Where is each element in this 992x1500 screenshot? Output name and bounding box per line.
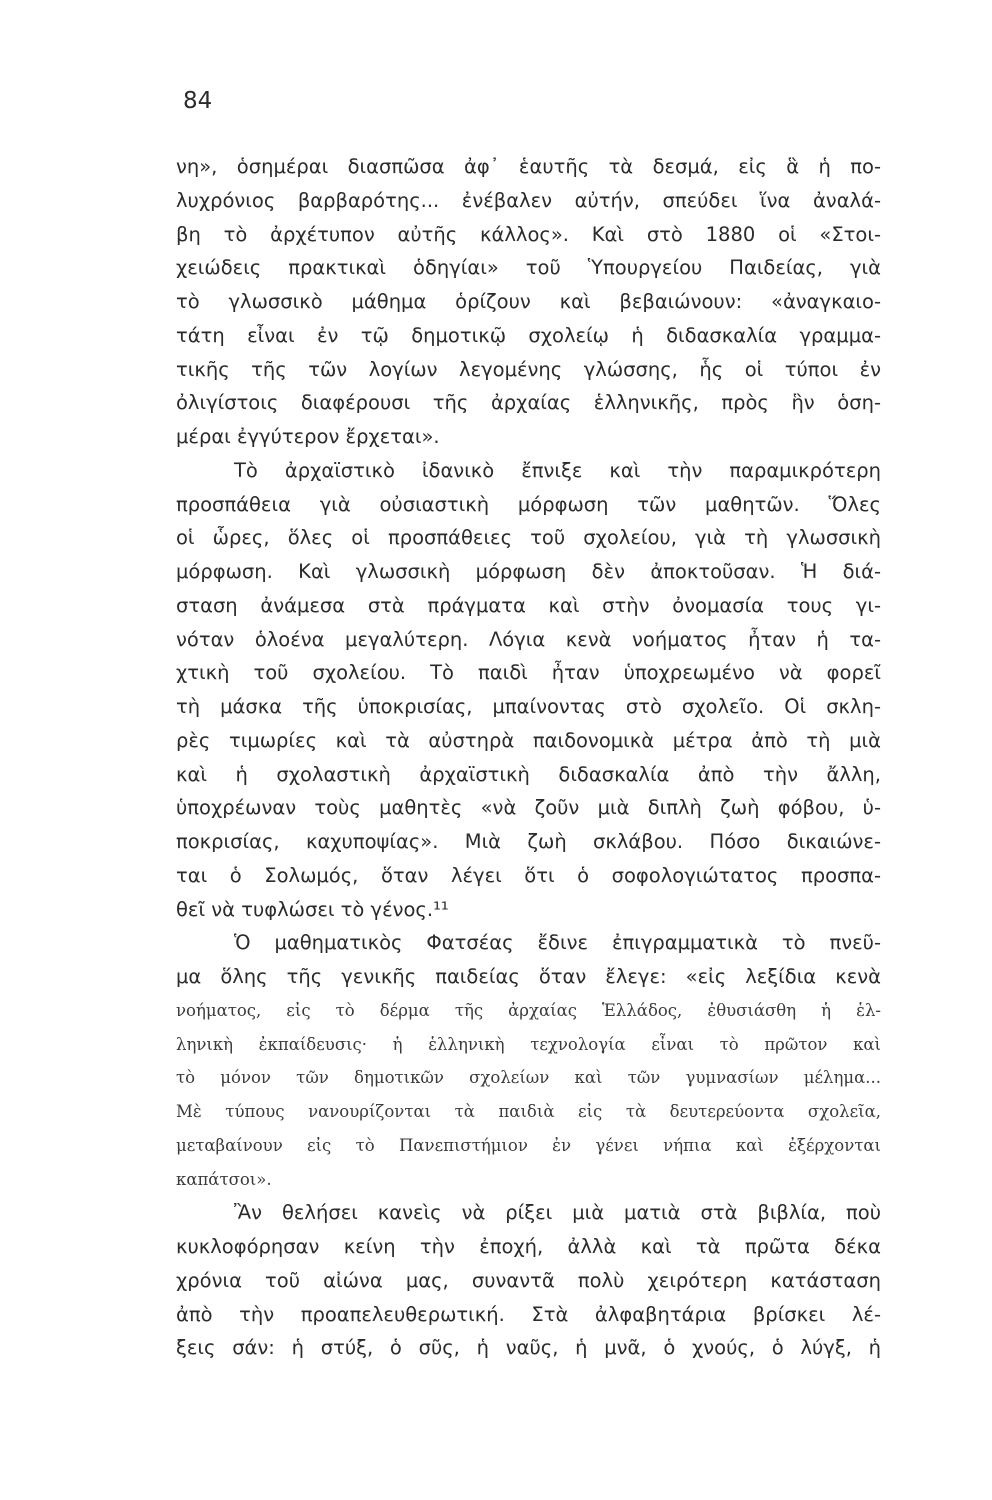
text-line: ὑποχρέωναν τοὺς μαθητὲς «νὰ ζοῦν μιὰ διπλὴ ζωὴ φόβου, ὑ-: [176, 796, 881, 820]
text-line: μα ὅλης τῆς γενικῆς παιδείας ὅταν ἔλεγε: «εἰς λεξίδια κενὰ: [176, 965, 881, 988]
quotation-line: νοήματος, εἰς τὸ δέρμα τῆς ἀρχαίας Ἑλλάδος, ἐθυσιάσθη ἡ ἑλ-: [176, 1000, 881, 1020]
text-line: νη», ὁσημέραι διασπῶσα ἀφ᾽ ἑαυτῆς τὰ δεσμά, εἰς ἃ ἡ πο-: [176, 155, 881, 178]
text-line: μόρφωση. Καὶ γλωσσικὴ μόρφωση δὲν ἀποκτοῦσαν. Ἡ διά-: [176, 560, 881, 583]
text-line: τὴ μάσκα τῆς ὑποκρισίας, μπαίνοντας στὸ σχολεῖο. Οἱ σκλη-: [176, 695, 881, 718]
text-line: χρόνια τοῦ αἰώνα μας, συναντᾶ πολὺ χειρότερη κατάσταση: [176, 1268, 881, 1292]
text-line: προσπάθεια γιὰ οὐσιαστικὴ μόρφωση τῶν μαθητῶν. Ὅλες: [176, 492, 881, 516]
text-line: χτικὴ τοῦ σχολείου. Τὸ παιδὶ ἦταν ὑποχρεωμένο νὰ φορεῖ: [176, 661, 881, 685]
text-line: ἀπὸ τὴν προαπελευθερωτική. Στὰ ἀλφαβητάρια βρίσκει λέ-: [176, 1302, 881, 1326]
text-line: ὀλιγίστοις διαφέρουσι τῆς ἀρχαίας ἑλληνικῆς, πρὸς ἣν ὁση-: [176, 391, 881, 415]
paragraph-start-line: Ἂν θελήσει κανεὶς νὰ ρίξει μιὰ ματιὰ στὰ βιβλία, ποὺ: [234, 1201, 881, 1225]
paragraph-start-line: Ὁ μαθηματικὸς Φατσέας ἔδινε ἐπιγραμματικὰ τὸ πνεῦ-: [234, 931, 881, 955]
text-line: βη τὸ ἀρχέτυπον αὐτῆς κάλλος». Καὶ στὸ 1880 οἱ «Στοι-: [176, 222, 881, 246]
text-line: κυκλοφόρησαν κείνη τὴν ἐποχή, ἀλλὰ καὶ τὰ πρῶτα δέκα: [176, 1235, 881, 1258]
paragraph-end-line: μέραι ἐγγύτερον ἔρχεται».: [176, 425, 440, 448]
text-line: χειώδεις πρακτικαὶ ὁδηγίαι» τοῦ Ὑπουργείου Παιδείας, γιὰ: [176, 256, 881, 280]
text-line: καὶ ἡ σχολαστικὴ ἀρχαϊστικὴ διδασκαλία ἀπὸ τὴν ἄλλη,: [176, 762, 881, 786]
text-line: ται ὁ Σολωμός, ὅταν λέγει ὅτι ὁ σοφολογιώτατος προσπα-: [176, 863, 881, 887]
quotation-end-line: καπάτσοι».: [176, 1169, 272, 1189]
text-line: τὸ γλωσσικὸ μάθημα ὁρίζουν καὶ βεβαιώνουν: «ἀναγκαιο-: [176, 290, 881, 313]
text-line: ποκρισίας, καχυποψίας». Μιὰ ζωὴ σκλάβου. Πόσο δικαιώνε-: [176, 830, 881, 853]
quotation-line: μεταβαίνουν εἰς τὸ Πανεπιστήμιον ἐν γένει νήπια καὶ ἐξέρχονται: [176, 1135, 881, 1155]
text-line: σταση ἀνάμεσα στὰ πράγματα καὶ στὴν ὀνομασία τους γι-: [176, 593, 881, 617]
page-number: 84: [183, 88, 213, 114]
text-line: ρὲς τιμωρίες καὶ τὰ αὐστηρὰ παιδονομικὰ μέτρα ἀπὸ τὴ μιὰ: [176, 728, 881, 752]
quotation-line: τὸ μόνον τῶν δημοτικῶν σχολείων καὶ τῶν γυμνασίων μέλημα...: [176, 1068, 881, 1088]
text-line: νόταν ὁλοένα μεγαλύτερη. Λόγια κενὰ νοήματος ἦταν ἡ τα-: [176, 627, 881, 651]
text-line: λυχρόνιος βαρβαρότης... ἐνέβαλεν αὐτήν, σπεύδει ἵνα ἀναλά-: [176, 188, 881, 212]
text-line: τάτη εἶναι ἐν τῷ δημοτικῷ σχολείῳ ἡ διδασκαλία γραμμα-: [176, 323, 881, 347]
quotation-line: Μὲ τύπους νανουρίζονται τὰ παιδιὰ εἰς τὰ δευτερεύοντα σχολεῖα,: [176, 1102, 881, 1121]
paragraph-end-line: θεῖ νὰ τυφλώσει τὸ γένος.¹¹: [176, 897, 449, 921]
text-line: οἱ ὧρες, ὅλες οἱ προσπάθειες τοῦ σχολείου, γιὰ τὴ γλωσσικὴ: [176, 526, 881, 550]
body-text: [176, 150, 881, 1365]
quotation-line: ληνικὴ ἐκπαίδευσις· ἡ ἑλληνικὴ τεχνολογία εἶναι τὸ πρῶτον καὶ: [176, 1034, 881, 1054]
text-line: τικῆς τῆς τῶν λογίων λεγομένης γλώσσης, ἧς οἱ τύποι ἐν: [176, 357, 881, 381]
text-line: ξεις σάν: ἡ στύξ, ὁ σῦς, ἡ ναῦς, ἡ μνᾶ, ὁ χνούς, ὁ λύγξ, ἡ: [176, 1336, 881, 1360]
paragraph-start-line: Τὸ ἀρχαϊστικὸ ἰδανικὸ ἔπνιξε καὶ τὴν παραμικρότερη: [234, 458, 881, 482]
